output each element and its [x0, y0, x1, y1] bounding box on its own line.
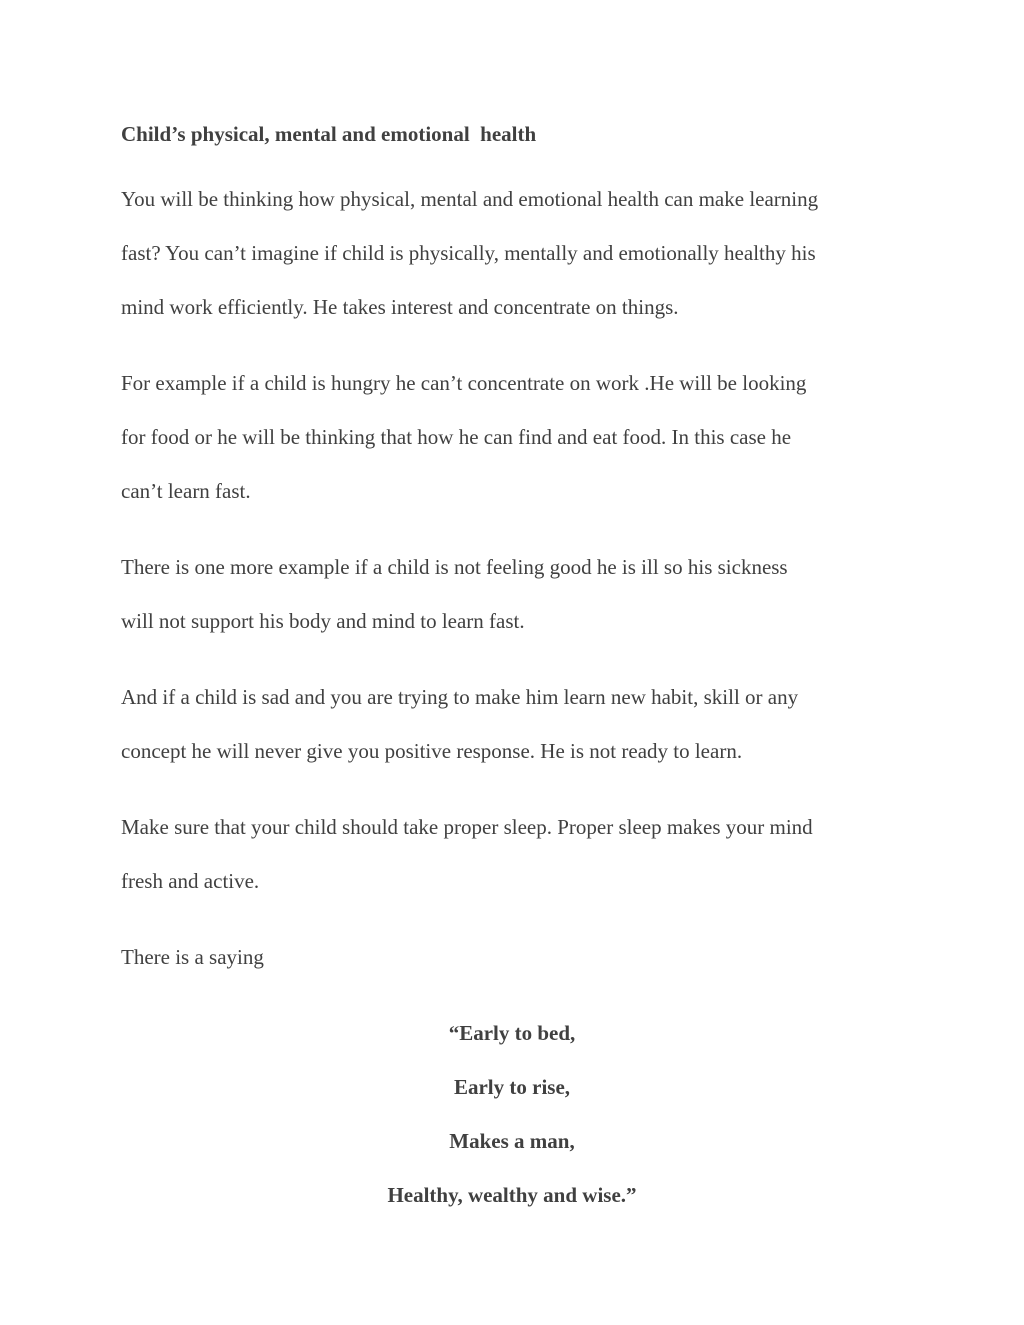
quote-line: Healthy, wealthy and wise.” [387, 1183, 637, 1207]
text-line: For example if a child is hungry he can’t concentrate on work .He will be looking [121, 371, 807, 395]
document-heading: Child’s physical, mental and emotional health [121, 122, 537, 146]
text-line: mind work efficiently. He takes interest and concentrate on things. [121, 295, 679, 319]
text-line: And if a child is sad and you are trying to make him learn new habit, skill or any [121, 685, 799, 709]
text-line: fast? You can’t imagine if child is physically, mentally and emotionally healthy his [121, 241, 816, 265]
quote-line: “Early to bed, [448, 1021, 576, 1045]
text-line: concept he will never give you positive response. He is not ready to learn. [121, 739, 743, 763]
text-line: You will be thinking how physical, mental and emotional health can make learning [121, 187, 819, 211]
text-line: will not support his body and mind to learn fast. [121, 609, 525, 633]
text-line: There is a saying [121, 945, 264, 969]
paragraph-5 [121, 800, 921, 908]
paragraph-6 [121, 930, 921, 984]
saying-quote [121, 1006, 903, 1222]
quote-line: Early to rise, [453, 1075, 571, 1099]
paragraph-4 [121, 670, 921, 778]
text-line: There is one more example if a child is not feeling good he is ill so his sickness [121, 555, 788, 579]
text-line: for food or he will be thinking that how he can find and eat food. In this case he [121, 425, 792, 449]
paragraph-1 [121, 172, 921, 334]
text-line: Make sure that your child should take proper sleep. Proper sleep makes your mind [121, 815, 813, 839]
document-body [121, 118, 921, 1222]
paragraph-3 [121, 540, 921, 648]
text-line: fresh and active. [121, 869, 260, 893]
quote-line: Makes a man, [449, 1129, 575, 1153]
paragraph-2 [121, 356, 921, 518]
text-line: can’t learn fast. [121, 479, 251, 503]
